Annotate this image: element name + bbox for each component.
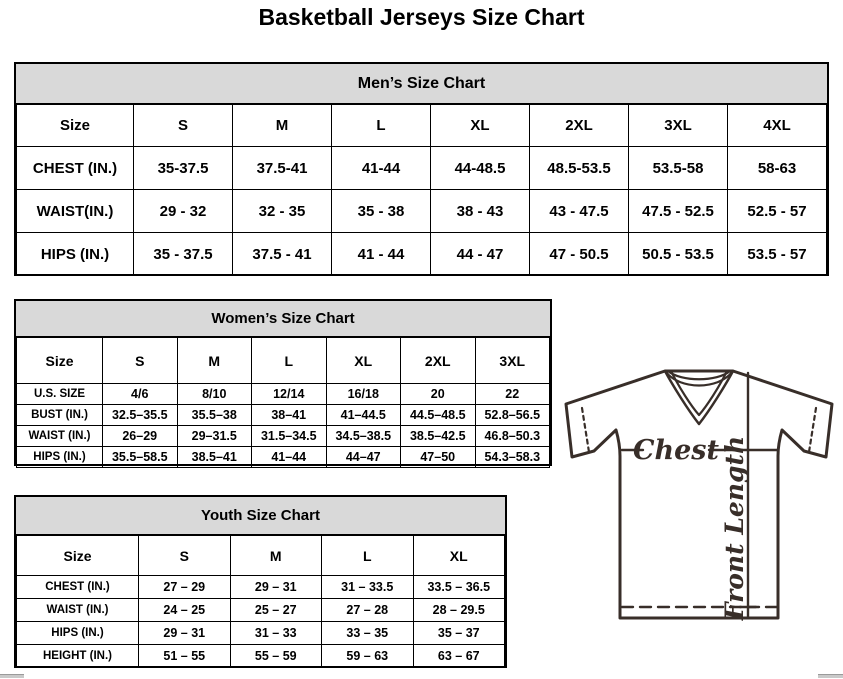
size-value-cell: 47–50 bbox=[401, 447, 476, 468]
size-column-header: M bbox=[230, 536, 322, 576]
size-value-cell: 41 - 44 bbox=[332, 233, 431, 276]
youth-chart-title: Youth Size Chart bbox=[16, 497, 505, 535]
jersey-measurement-diagram bbox=[556, 360, 843, 627]
size-value-cell: 31 – 33.5 bbox=[322, 576, 414, 599]
size-value-cell: 59 – 63 bbox=[322, 645, 414, 668]
jersey-icon bbox=[556, 360, 843, 627]
page-title: Basketball Jerseys Size Chart bbox=[258, 4, 585, 30]
size-value-cell: 53.5-58 bbox=[629, 147, 728, 190]
row-label: HEIGHT (IN.) bbox=[17, 645, 139, 668]
horizontal-scrollbar-thumb-left[interactable] bbox=[0, 674, 24, 678]
size-column-header: S bbox=[134, 105, 233, 147]
size-value-cell: 63 – 67 bbox=[413, 645, 505, 668]
size-value-cell: 46.8–50.3 bbox=[475, 426, 550, 447]
size-column-header: M bbox=[233, 105, 332, 147]
size-value-cell: 25 – 27 bbox=[230, 599, 322, 622]
jersey-outline bbox=[566, 371, 832, 618]
row-label: WAIST (IN.) bbox=[17, 426, 103, 447]
size-header-row bbox=[17, 338, 550, 384]
size-value-cell: 16/18 bbox=[326, 384, 401, 405]
size-value-cell: 37.5-41 bbox=[233, 147, 332, 190]
size-value-cell: 44 - 47 bbox=[431, 233, 530, 276]
size-value-cell: 41–44.5 bbox=[326, 405, 401, 426]
size-value-cell: 35 - 37.5 bbox=[134, 233, 233, 276]
size-value-cell: 52.5 - 57 bbox=[728, 190, 827, 233]
row-label: CHEST (IN.) bbox=[17, 576, 139, 599]
size-value-cell: 35 - 38 bbox=[332, 190, 431, 233]
size-value-cell: 31 – 33 bbox=[230, 622, 322, 645]
table-row bbox=[17, 622, 505, 645]
size-value-cell: 32 - 35 bbox=[233, 190, 332, 233]
size-value-cell: 47 - 50.5 bbox=[530, 233, 629, 276]
size-column-header: S bbox=[103, 338, 178, 384]
row-label: HIPS (IN.) bbox=[17, 622, 139, 645]
size-value-cell: 28 – 29.5 bbox=[413, 599, 505, 622]
size-value-cell: 27 – 28 bbox=[322, 599, 414, 622]
size-value-cell: 35 – 37 bbox=[413, 622, 505, 645]
size-column-header: XL bbox=[413, 536, 505, 576]
front-length-label: Front Length bbox=[720, 435, 749, 621]
size-value-cell: 35-37.5 bbox=[134, 147, 233, 190]
womens-size-chart-section bbox=[14, 299, 552, 466]
table-row bbox=[17, 447, 550, 468]
size-value-cell: 22 bbox=[475, 384, 550, 405]
size-column-header: S bbox=[139, 536, 231, 576]
size-column-header: XL bbox=[326, 338, 401, 384]
table-row bbox=[17, 645, 505, 668]
size-value-cell: 29 – 31 bbox=[230, 576, 322, 599]
size-value-cell: 32.5–35.5 bbox=[103, 405, 178, 426]
mens-size-chart-section bbox=[14, 62, 829, 276]
size-column-header: L bbox=[322, 536, 414, 576]
size-value-cell: 50.5 - 53.5 bbox=[629, 233, 728, 276]
size-value-cell: 52.8–56.5 bbox=[475, 405, 550, 426]
womens-size-table bbox=[16, 337, 550, 468]
size-value-cell: 20 bbox=[401, 384, 476, 405]
row-label: BUST (IN.) bbox=[17, 405, 103, 426]
size-value-cell: 38 - 43 bbox=[431, 190, 530, 233]
size-value-cell: 47.5 - 52.5 bbox=[629, 190, 728, 233]
size-column-header: L bbox=[252, 338, 327, 384]
table-row bbox=[17, 426, 550, 447]
row-label: CHEST (IN.) bbox=[17, 147, 134, 190]
size-value-cell: 41–44 bbox=[252, 447, 327, 468]
mens-chart-title: Men’s Size Chart bbox=[16, 64, 827, 104]
size-value-cell: 55 – 59 bbox=[230, 645, 322, 668]
size-value-cell: 29 - 32 bbox=[134, 190, 233, 233]
row-label: HIPS (IN.) bbox=[17, 233, 134, 276]
size-column-header: 2XL bbox=[401, 338, 476, 384]
horizontal-scrollbar-thumb-right[interactable] bbox=[818, 674, 843, 678]
size-value-cell: 33 – 35 bbox=[322, 622, 414, 645]
size-value-cell: 37.5 - 41 bbox=[233, 233, 332, 276]
size-column-header: M bbox=[177, 338, 252, 384]
size-value-cell: 31.5–34.5 bbox=[252, 426, 327, 447]
row-label: U.S. SIZE bbox=[17, 384, 103, 405]
size-value-cell: 43 - 47.5 bbox=[530, 190, 629, 233]
table-row bbox=[17, 599, 505, 622]
size-value-cell: 33.5 – 36.5 bbox=[413, 576, 505, 599]
youth-size-table bbox=[16, 535, 505, 668]
size-value-cell: 35.5–58.5 bbox=[103, 447, 178, 468]
size-column-label: Size bbox=[17, 105, 134, 147]
womens-chart-title: Women’s Size Chart bbox=[16, 301, 550, 337]
size-value-cell: 8/10 bbox=[177, 384, 252, 405]
size-value-cell: 24 – 25 bbox=[139, 599, 231, 622]
table-row bbox=[17, 233, 827, 276]
youth-size-chart-section bbox=[14, 495, 507, 668]
table-row bbox=[17, 405, 550, 426]
size-value-cell: 54.3–58.3 bbox=[475, 447, 550, 468]
table-row bbox=[17, 576, 505, 599]
size-value-cell: 44–47 bbox=[326, 447, 401, 468]
row-label: WAIST(IN.) bbox=[17, 190, 134, 233]
size-value-cell: 34.5–38.5 bbox=[326, 426, 401, 447]
size-column-header: L bbox=[332, 105, 431, 147]
row-label: WAIST (IN.) bbox=[17, 599, 139, 622]
size-value-cell: 44.5–48.5 bbox=[401, 405, 476, 426]
size-value-cell: 26–29 bbox=[103, 426, 178, 447]
table-row bbox=[17, 384, 550, 405]
size-value-cell: 44-48.5 bbox=[431, 147, 530, 190]
size-value-cell: 29 – 31 bbox=[139, 622, 231, 645]
size-value-cell: 29–31.5 bbox=[177, 426, 252, 447]
size-value-cell: 48.5-53.5 bbox=[530, 147, 629, 190]
size-column-header: 4XL bbox=[728, 105, 827, 147]
size-value-cell: 35.5–38 bbox=[177, 405, 252, 426]
size-value-cell: 27 – 29 bbox=[139, 576, 231, 599]
row-label: HIPS (IN.) bbox=[17, 447, 103, 468]
mens-size-table bbox=[16, 104, 827, 276]
size-column-header: 3XL bbox=[475, 338, 550, 384]
chest-label: Chest bbox=[633, 435, 719, 466]
size-column-label: Size bbox=[17, 338, 103, 384]
size-column-header: XL bbox=[431, 105, 530, 147]
table-row bbox=[17, 147, 827, 190]
size-value-cell: 4/6 bbox=[103, 384, 178, 405]
size-value-cell: 58-63 bbox=[728, 147, 827, 190]
size-header-row bbox=[17, 105, 827, 147]
size-value-cell: 51 – 55 bbox=[139, 645, 231, 668]
size-column-header: 3XL bbox=[629, 105, 728, 147]
size-column-label: Size bbox=[17, 536, 139, 576]
size-value-cell: 38.5–41 bbox=[177, 447, 252, 468]
size-value-cell: 38.5–42.5 bbox=[401, 426, 476, 447]
size-column-header: 2XL bbox=[530, 105, 629, 147]
size-value-cell: 53.5 - 57 bbox=[728, 233, 827, 276]
size-value-cell: 41-44 bbox=[332, 147, 431, 190]
table-row bbox=[17, 190, 827, 233]
size-value-cell: 12/14 bbox=[252, 384, 327, 405]
size-value-cell: 38–41 bbox=[252, 405, 327, 426]
size-header-row bbox=[17, 536, 505, 576]
